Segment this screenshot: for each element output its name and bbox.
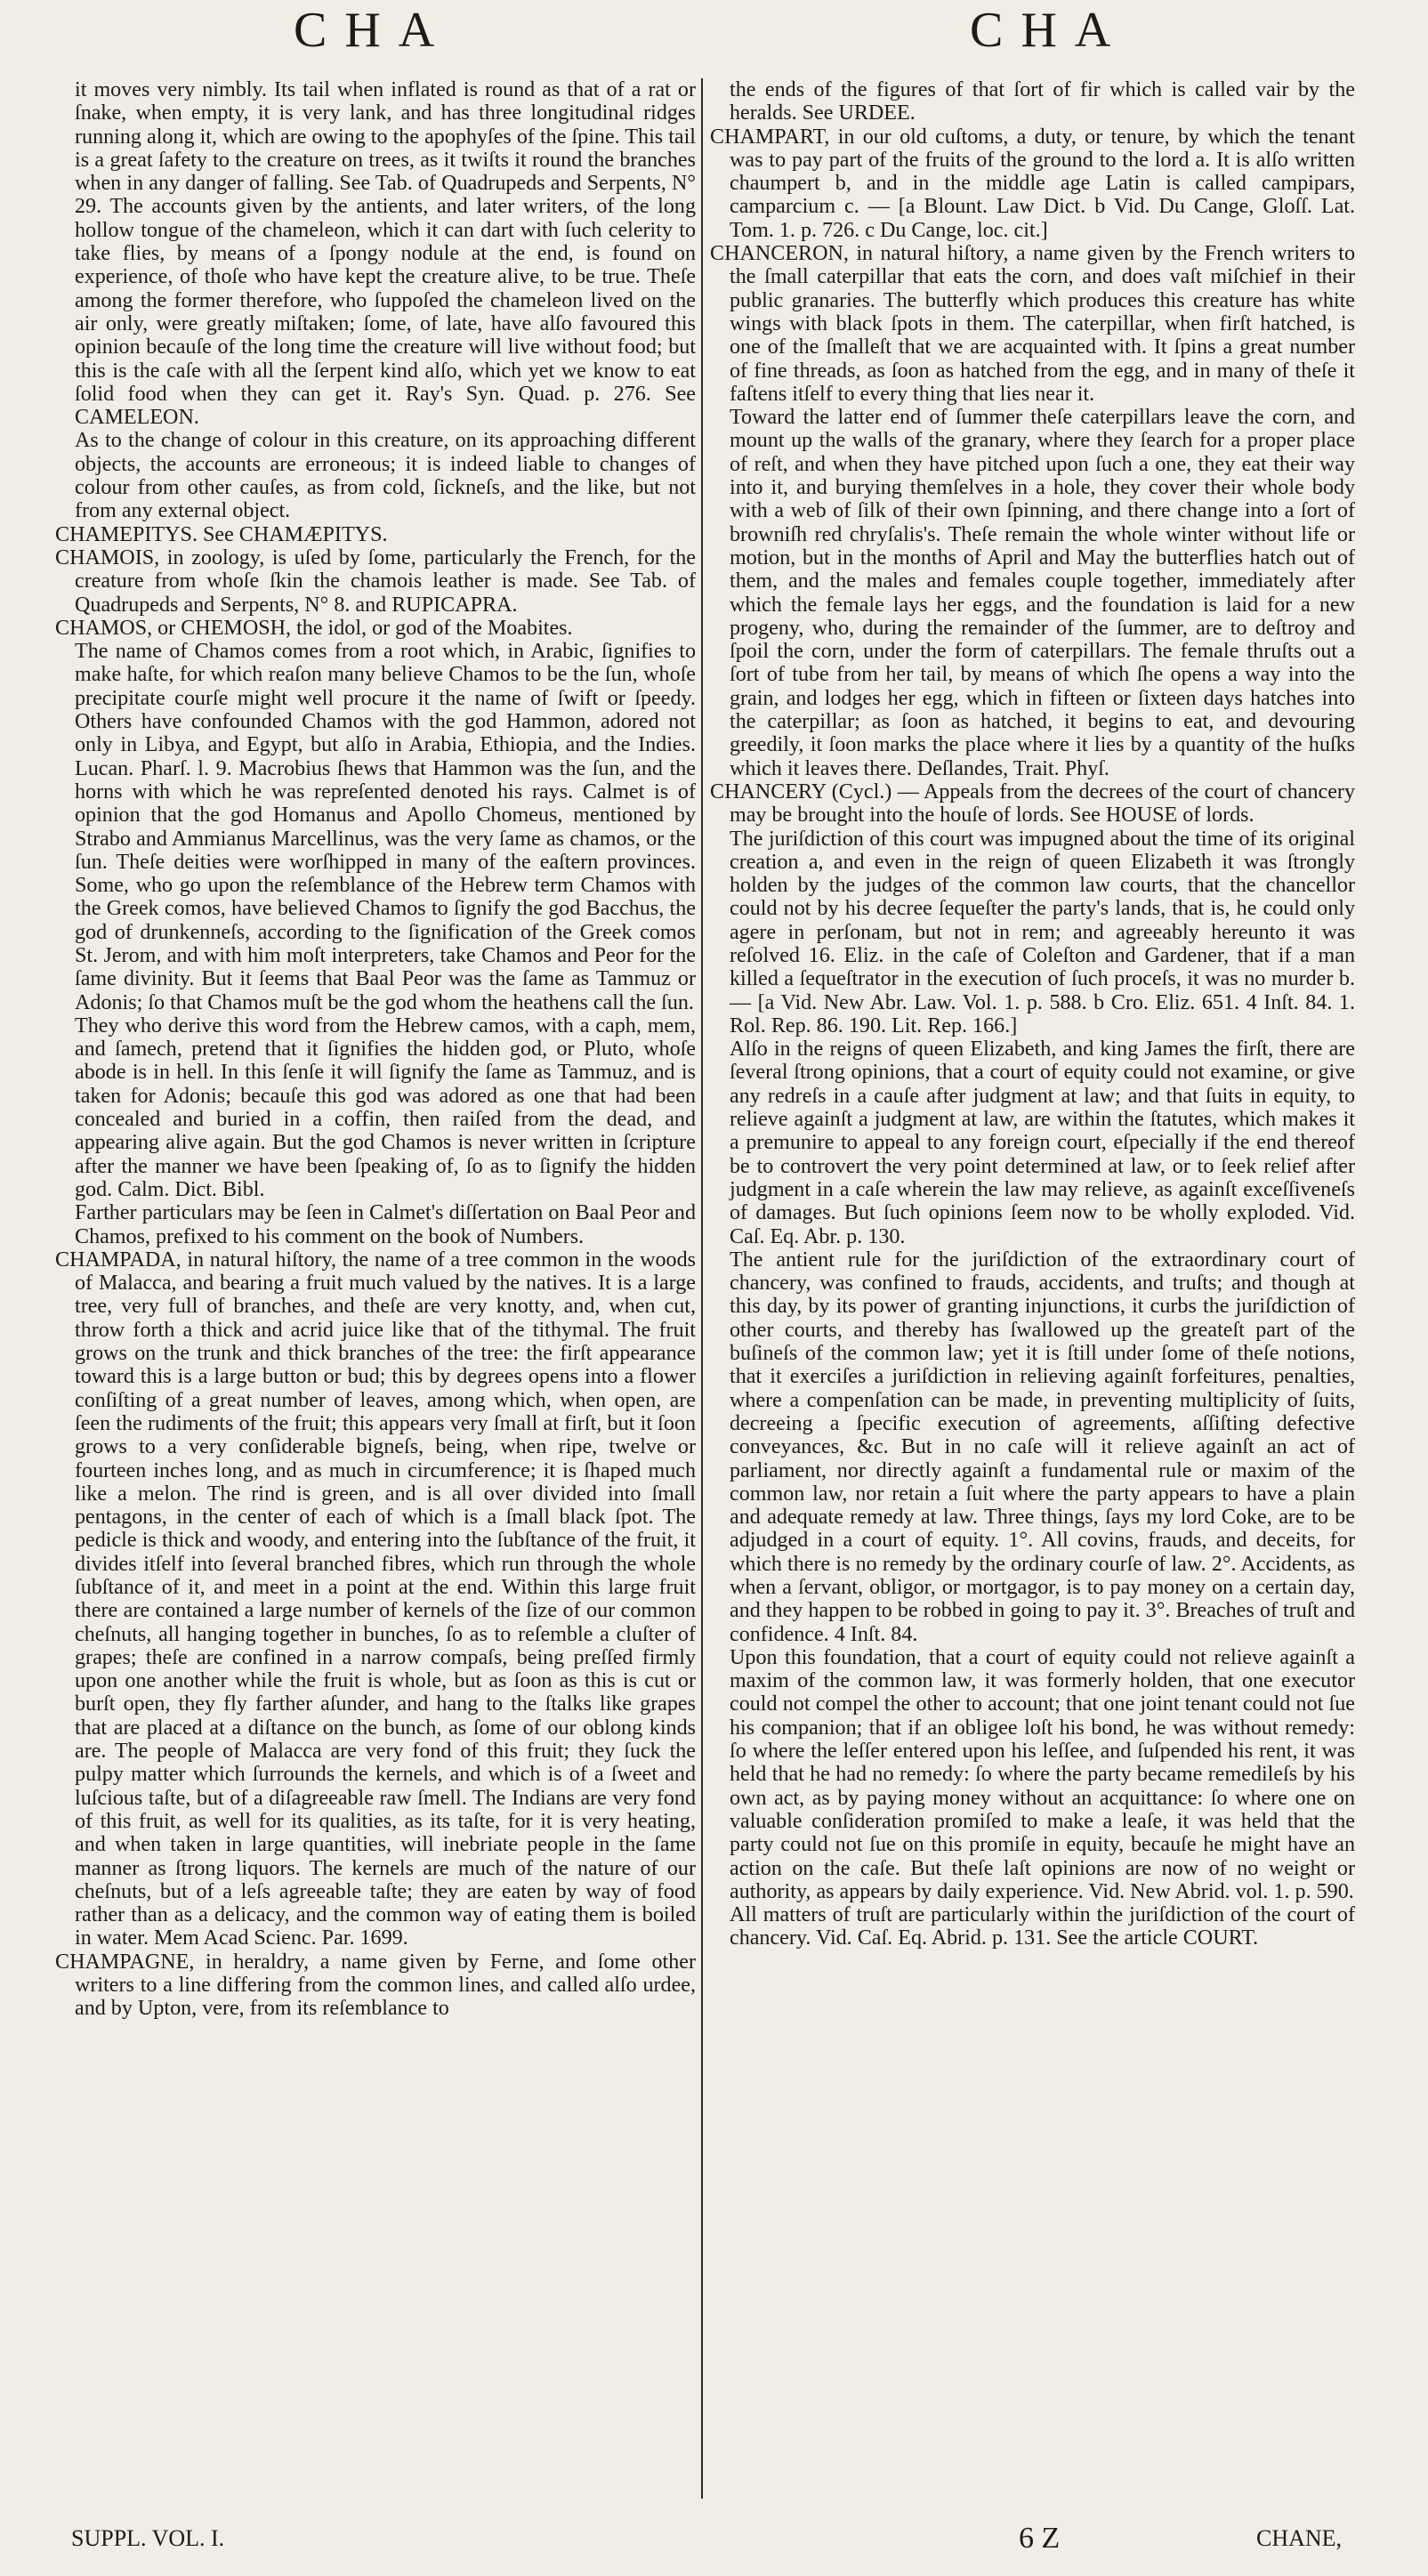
running-head-right: CHA bbox=[970, 3, 1129, 58]
paragraph: it moves very nimbly. Its tail when inflated is round as that of a rat or ſnake, when empty, it is very lank, and has three longitudinal ridges running along it, which are owing to the apophyſes of the ſpine. This tail is a great ſafety to the creature on trees, as it twiſts it round the branches when in any danger of falling. See Tab. of Quadrupeds and Serpents, N° 29. The accounts given by the antients, and later writers, of the long hollow tongue of the chameleon, which it can dart with ſuch celerity to take flies, by means of a ſpongy nodule at the end, is found on experience, of thoſe who have kept the creature alive, to be true. Theſe among the former therefore, who ſuppoſed the chameleon lived on the air only, were greatly miſtaken; ſome, of late, have alſo favoured this opinion becauſe of the long time the creature will live without food; but this is the caſe with all the ſerpent kind alſo, which yet we know to eat ſolid food when they can get it. Ray's Syn. Quad. p. 276. See CAMELEON. bbox=[75, 78, 696, 430]
signature-mark: SUPPL. VOL. I. bbox=[71, 2525, 225, 2551]
paragraph: Farther particulars may be ſeen in Calmet's diſſertation on Baal Peor and Chamos, prefixed to his comment on the book of Numbers. bbox=[75, 1201, 696, 1248]
paragraph: As to the change of colour in this creature, on its approaching different objects, the accounts are erroneous; it is indeed liable to changes of colour from other cauſes, as from cold, ſickneſs, and the like, but not from any external object. bbox=[75, 429, 696, 523]
paragraph: The name of Chamos comes from a root which, in Arabic, ſignifies to make haſte, for which reaſon many believe Chamos to be the ſun, whoſe precipitate courſe might well procure it the name of ſwift or ſpeedy. Others have confounded Chamos with the god Hammon, adored not only in Libya, and Egypt, but alſo in Arabia, Ethiopia, and the Indies. Lucan. Pharſ. l. 9. Macrobius ſhews that Hammon was the ſun, and the horns with which he was repreſented denoted his rays. Calmet is of opinion that the god Homanus and Apollo Chomeus, mentioned by Strabo and Ammianus Marcellinus, was the very ſame as chamos, or the ſun. Theſe deities were worſhipped in many of the eaſtern provinces. Some, who go upon the reſemblance of the Hebrew term Chamos with the Greek comos, have believed Chamos to ſignify the god Bacchus, the god of drunkenneſs, according to the ſignification of the Greek comos St. Jerom, and with him moſt interpreters, take Chamos and Peor for the ſame divinity. But it ſeems that Baal Peor was the ſame as Tammuz or Adonis; ſo that Chamos muſt be the god whom the heathens call the ſun. bbox=[75, 640, 696, 1014]
entry-champart: CHAMPART, in our old cuſtoms, a duty, or tenure, by which the tenant was to pay part of the fruits of the ground to the lord a. It is alſo written chaumpert b, and in the middle age Latin is called campipars, camparcium c. — [a Blount. Law Dict. b Vid. Du Cange, Gloſſ. Lat. Tom. 1. p. 726. c Du Cange, loc. cit.] bbox=[710, 125, 1355, 242]
entry-chamepitys: CHAMEPITYS. See CHAMÆPITYS. bbox=[55, 522, 388, 546]
left-column bbox=[55, 78, 696, 2507]
paragraph: The antient rule for the juriſdiction of the extraordinary court of chancery, was confined to frauds, accidents, and truſts; and though at this day, by its power of granting injunctions, it curbs the juriſdiction of other courts, and thereby has ſwallowed up the greateſt part of the buſineſs of the common law; yet it is ſtill under ſome of theſe notions, that it exerciſes a juriſdiction in relieving againſt forfeitures, penalties, where a compenſation can be made, in preventing multiplicity of ſuits, decreeing a ſpecific execution of agreements, aſſiſting defective conveyances, &c. But in no caſe will it relieve againſt an act of parliament, nor directly againſt a fundamental rule or maxim of the common law, nor retain a ſuit where the party appears to have a plain and adequate remedy at law. Three things, ſays my lord Coke, are to be adjudged in a court of equity. 1°. All covins, frauds, and deceits, for which there is no remedy by the ordinary courſe of law. 2°. Accidents, as when a ſervant, obligor, or mortgagor, is to pay money on a certain day, and they happen to be robbed in going to pay it. 3°. Breaches of truſt and confidence. 4 Inſt. 84. bbox=[730, 1248, 1355, 1646]
running-head-left: CHA bbox=[294, 3, 453, 58]
paragraph: Toward the latter end of ſummer theſe caterpillars leave the corn, and mount up the walls of the granary, where they ſearch for a proper place of reſt, and when they have pitched upon ſuch a one, they eat their way into it, and burying themſelves in a hole, they cover their whole body with a web of ſilk of their own ſpinning, and there change into a ſort of browniſh red chryſalis's. Theſe remain the whole winter without life or motion, but in the months of April and May the butterflies hatch out of them, and the males and females couple together, immediately after which the female lays her eggs, and the foundation is laid for a new progeny, who, during the remainder of the ſummer, are to deſtroy and ſpoil the corn, under the form of caterpillars. The female thruſts out a ſort of tube from her tail, by means of which ſhe opens a way into the grain, and lodges her egg, which in fifteen or ſixteen days hatches into the caterpillar; as ſoon as hatched, it begins to eat, and devouring greedily, it ſoon marks the place where it lies by a quantity of the huſks which it leaves there. Deſlandes, Trait. Phyſ. bbox=[730, 406, 1355, 780]
entry-champagne: CHAMPAGNE, in heraldry, a name given by Ferne, and ſome other writers to a line differing from the common lines, and called alſo urdee, and by Upton, vere, from its reſemblance to bbox=[55, 1950, 696, 2021]
catchword: CHANE, bbox=[1256, 2525, 1343, 2551]
entry-chamos: CHAMOS, or CHEMOSH, the idol, or god of the Moabites. bbox=[55, 616, 573, 640]
entry-chanceron: CHANCERON, in natural hiſtory, a name given by the French writers to the ſmall caterpillar that eats the corn, and does vaſt miſchief in their public granaries. The butterfly which produces this creature has white wings with black ſpots in them. The caterpillar, when firſt hatched, is one of the ſmalleſt that we are acquainted with. It ſpins a great number of fine threads, as ſoon as hatched from the egg, and in many of theſe it faſtens itſelf to every thing that lies near it. bbox=[710, 242, 1355, 406]
paragraph: They who derive this word from the Hebrew camos, with a caph, mem, and ſamech, pretend that it ſignifies the hidden god, or Pluto, whoſe abode is in hell. In this ſenſe it will ſignify the ſame as Tammuz, and is taken for Adonis; becauſe this god was adored as one that had been concealed and buried in a coffin, then raiſed from the dead, and appearing alive again. But the god Chamos is never written in ſcripture after the manner we have been ſpeaking of, ſo as to ſignify the hidden god. Calm. Dict. Bibl. bbox=[75, 1013, 696, 1201]
paragraph: All matters of truſt are particularly within the juriſdiction of the court of chancery. Vid. Caſ. Eq. Abrid. p. 131. See the article COURT. bbox=[730, 1903, 1355, 1950]
paragraph: the ends of the figures of that ſort of fir which is called vair by the heralds. See URDEE. bbox=[730, 78, 1355, 125]
entry-champada: CHAMPADA, in natural hiſtory, the name of a tree common in the woods of Malacca, and bearing a fruit much valued by the natives. It is a large tree, very full of branches, and theſe are very knotty, and, when cut, throw forth a thick and acrid juice like that of the tithymal. The fruit grows on the trunk and thick branches of the tree: the firſt appearance toward this is a large button or bud; this by degrees opens into a flower conſiſting of a great number of leaves, among which, when open, are ſeen the rudiments of the fruit; this appears very ſmall at firſt, but it ſoon grows to a very conſiderable bigneſs, being, when ripe, twelve or fourteen inches long, and as much in circumference; it is ſhaped much like a melon. The rind is green, and is all over divided into ſmall pentagons, in the center of each of which is a ſmall black ſpot. The pedicle is thick and woody, and entering into the ſubſtance of the fruit, it divides itſelf into ſeveral branched fibres, which run through the whole ſubſtance of it, and meet in a point at the end. Within this large fruit there are contained a large number of kernels of the ſize of our common cheſnuts, all hanging together in bunches, ſo as to reſemble a cluſter of grapes; theſe are confined in a narrow compaſs, being preſſed firmly upon one another while the fruit is whole, but as ſoon as this is cut or burſt open, they fly farther aſunder, and hang to the ſtalks like grapes that are placed at a diſtance on the bunch, as ſome of our oblong kinds are. The people of Malacca are very fond of this fruit; they ſuck the pulpy matter which ſurrounds the kernels, and which is of a ſweet and luſcious taſte, but of a diſagreeable raw ſmell. The Indians are very fond of this fruit, as well for its qualities, as its taſte, for it is very heating, and when taken in large quantities, will inebriate people in the ſame manner as ſtrong liquors. The kernels are much of the nature of our cheſnuts, but of a leſs agreeable taſte; they are eaten by way of food rather than as a delicacy, and the common way of eating them is boiled in water. Mem Acad Scienc. Par. 1699. bbox=[55, 1248, 696, 1950]
gathering-mark: 6 Z bbox=[1019, 2522, 1061, 2555]
entry-chamois: CHAMOIS, in zoology, is uſed by ſome, particularly the French, for the creature from whoſe ſkin the chamois leather is made. See Tab. of Quadrupeds and Serpents, N° 8. and RUPICAPRA. bbox=[55, 545, 696, 617]
column-divider bbox=[701, 78, 703, 2499]
right-column bbox=[710, 78, 1355, 2507]
paragraph: The juriſdiction of this court was impugned about the time of its original creation a, and even in the reign of queen Elizabeth it was ſtrongly holden by the judges of the common law courts, that the chancellor could not by his decree ſequeſter the party's lands, that is, he could only agere in perſonam, but not in rem; and agreeably hereunto it was reſolved 16. Eliz. in the caſe of Coleſton and Gardener, that if a man killed a ſequeſtrator in the execution of ſuch proceſs, it was no murder b. — [a Vid. New Abr. Law. Vol. 1. p. 588. b Cro. Eliz. 651. 4 Inſt. 84. 1. Rol. Rep. 86. 190. Lit. Rep. 166.] bbox=[730, 827, 1355, 1038]
paragraph: Alſo in the reigns of queen Elizabeth, and king James the firſt, there are ſeveral ſtrong opinions, that a court of equity could not examine, or give any redreſs in a cauſe after judgment at law; and that ſuits in equity, to relieve againſt a judgment at law, are within the ſtatutes, which makes it a premunire to appeal to any foreign court, eſpecially if the end thereof be to controvert the very point determined at law, or to ſeek relief after judgment in a caſe wherein the law may relieve, as againſt exceſſiveneſs of damages. But ſuch opinions ſeem now to be wholly exploded. Vid. Caſ. Eq. Abr. p. 130. bbox=[730, 1038, 1355, 1248]
entry-chancery: CHANCERY (Cycl.) — Appeals from the decrees of the court of chancery may be brought into the houſe of lords. See HOUSE of lords. bbox=[710, 779, 1355, 828]
paragraph: Upon this foundation, that a court of equity could not relieve againſt a maxim of the common law, it was formerly holden, that one executor could not compel the other to account; that one joint tenant could not ſue his companion; that if an obligee loſt his bond, he was without remedy: ſo where the leſſer entered upon his leſſee, and ſuſpended his rent, it was held that he had no remedy: ſo where the party became remedileſs by his own act, as by paying money without an acquittance: ſo where one on valuable conſideration promiſed to make a leaſe, it was held that the party could not ſue on this promiſe in equity, becauſe he might have an action on the caſe. But theſe laſt opinions are now of no weight or authority, as appears by daily experience. Vid. New Abrid. vol. 1. p. 590. bbox=[730, 1645, 1355, 1903]
